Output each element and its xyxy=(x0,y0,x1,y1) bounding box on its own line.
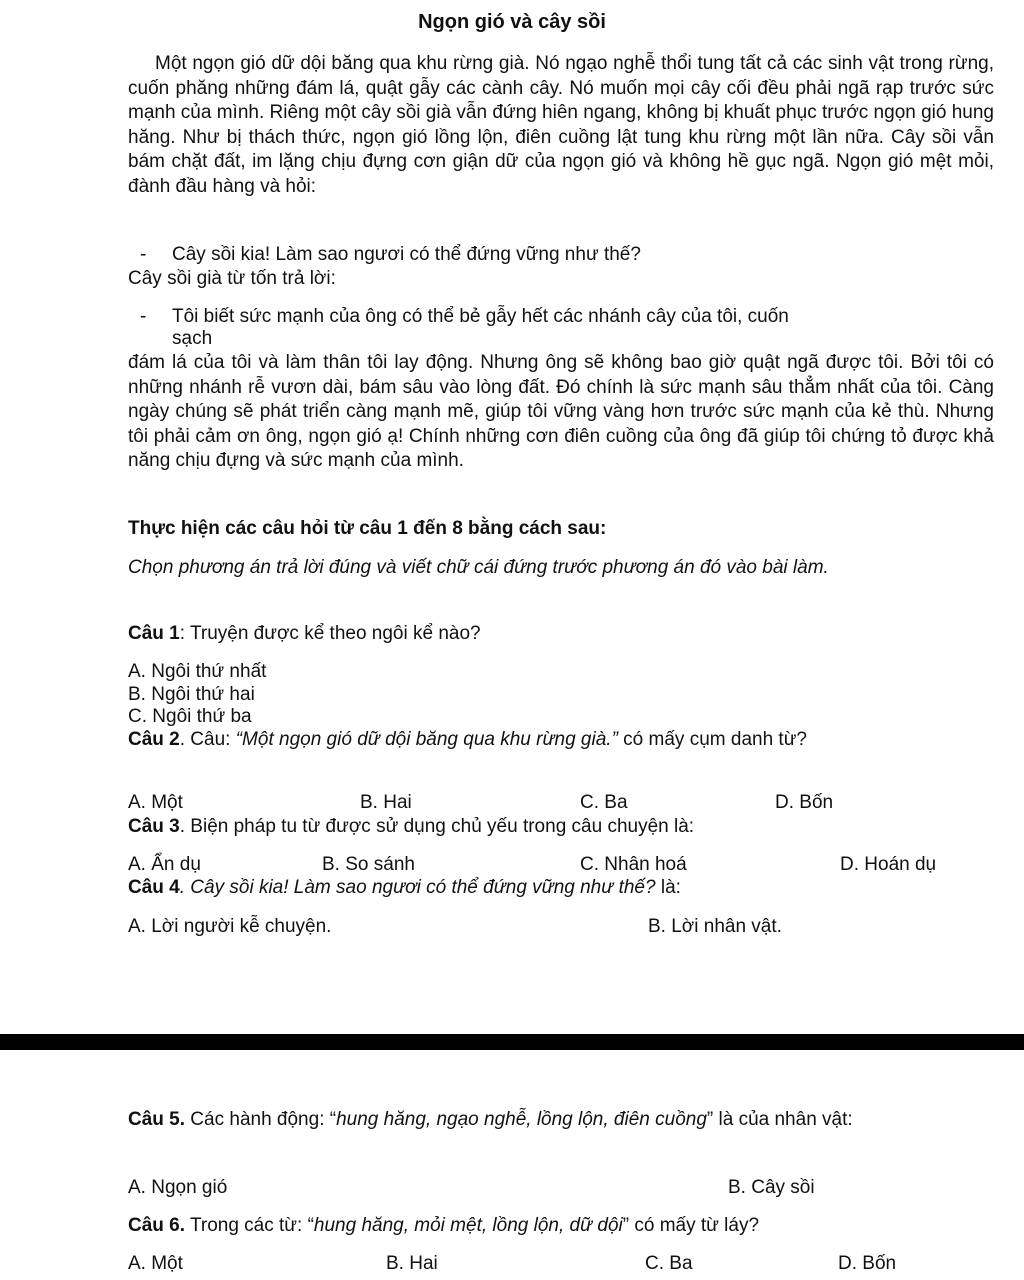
question-quote: . Cây sồi kia! Làm sao ngươi có thể đứng vững như thế? xyxy=(179,877,656,898)
q1-option-c: C. Ngôi thứ ba xyxy=(128,706,252,727)
q6-option-a: A. Một xyxy=(128,1253,183,1274)
question-text: : Truyện được kể theo ngôi kể nào? xyxy=(179,623,481,644)
question-2 xyxy=(128,728,994,753)
oak-reply-line-2: sạch xyxy=(172,328,213,349)
question-text-post: ” là của nhân vật: xyxy=(706,1109,853,1130)
reply-intro: Cây sồi già từ tốn trả lời: xyxy=(128,268,336,289)
q1-option-b: B. Ngôi thứ hai xyxy=(128,684,255,705)
question-label: Câu 4 xyxy=(128,877,180,898)
q2-option-d: D. Bốn xyxy=(775,792,834,813)
q4-option-b: B. Lời nhân vật. xyxy=(648,916,782,937)
story-title: Ngọn gió và cây sồi xyxy=(418,11,606,33)
question-text-post: ” có mấy từ láy? xyxy=(622,1215,760,1236)
q3-option-a: A. Ẩn dụ xyxy=(128,854,201,875)
q2-option-b: B. Hai xyxy=(360,792,412,813)
question-label: Câu 3 xyxy=(128,816,180,837)
question-quote: hung hăng, mỏi mệt, lồng lộn, dữ dội xyxy=(313,1215,623,1236)
q2-option-c: C. Ba xyxy=(580,792,628,813)
wind-question: Cây sồi kia! Làm sao ngươi có thể đứng vững như thế? xyxy=(172,244,641,265)
question-quote: “Một ngọn gió dữ dội băng qua khu rừng già.” xyxy=(235,729,618,750)
q6-option-c: C. Ba xyxy=(645,1253,693,1274)
page-divider xyxy=(0,1034,1024,1050)
question-5 xyxy=(128,1108,994,1133)
story-paragraph-1: Một ngọn gió dữ dội băng qua khu rừng già. Nó ngạo nghễ thổi tung tất cả các sinh vật trong rừng, cuốn phăng những đám lá, quật gẫy các cành cây. Nó muốn mọi cây cối đều phải ngã rạp trước sức mạnh của mình. Riêng một cây sồi già vẫn đứng hiên ngang, không bị khuất phục trước ngọn gió hung hăng. Như bị thách thức, ngọn gió lồng lộn, điên cuồng lật tung khu rừng một lần nữa. Cây sồi vẫn bám chặt đất, im lặng chịu đựng cơn giận dữ của ngọn gió và không hề gục ngã. Ngọn gió mệt mỏi, đành đầu hàng và hỏi: xyxy=(128,53,995,197)
q2-option-a: A. Một xyxy=(128,792,183,813)
question-label: Câu 6. xyxy=(128,1215,186,1236)
instructions-heading: Thực hiện các câu hỏi từ câu 1 đến 8 bằng cách sau: xyxy=(128,518,607,539)
q6-option-d: D. Bốn xyxy=(838,1253,897,1274)
oak-reply-rest: đám lá của tôi và làm thân tôi lay động. Nhưng ông sẽ không bao giờ quật ngã được tôi. Bởi tôi có những nhánh rễ vươn dài, bám sâu vào lòng đất. Đó chính là sức mạnh sâu thẳm nhất của tôi. Càng ngày chúng sẽ phát triển càng mạnh mẽ, giúp tôi vững vàng hơn trước sức mạnh của kẻ thù. Nhưng tôi phải cảm ơn ông, ngọn gió ạ! Chính những cơn điên cuồng của ông đã giúp tôi chứng tỏ được khả năng chịu đựng và sức mạnh của mình. xyxy=(128,352,994,471)
question-label: Câu 1 xyxy=(128,623,180,644)
q5-option-a: A. Ngọn gió xyxy=(128,1177,228,1198)
instructions-text: Chọn phương án trả lời đúng và viết chữ cái đứng trước phương án đó vào bài làm. xyxy=(128,557,829,578)
question-6 xyxy=(128,1214,759,1238)
question-text-pre: . Câu: xyxy=(179,729,236,750)
question-text-pre: Các hành động: “ xyxy=(185,1109,337,1130)
dash-marker: - xyxy=(140,244,147,265)
question-quote: hung hăng, ngạo nghễ, lồng lộn, điên cuồng xyxy=(336,1109,707,1130)
question-4 xyxy=(128,876,681,900)
question-3 xyxy=(128,815,694,839)
q5-option-b: B. Cây sồi xyxy=(728,1177,815,1198)
oak-reply-start: Tôi biết sức mạnh của ông có thể bẻ gẫy hết các nhánh cây của tôi, cuốn xyxy=(172,306,789,327)
question-text: . Biện pháp tu từ được sử dụng chủ yếu trong câu chuyện là: xyxy=(179,816,695,837)
wind-question-line xyxy=(128,243,994,267)
dash-marker: - xyxy=(140,306,147,327)
q3-option-b: B. So sánh xyxy=(322,854,415,875)
q1-option-a: A. Ngôi thứ nhất xyxy=(128,661,267,682)
question-text-post: có mấy cụm danh từ? xyxy=(617,729,807,750)
q3-option-c: C. Nhân hoá xyxy=(580,854,687,875)
question-label: Câu 2 xyxy=(128,729,180,750)
question-1 xyxy=(128,622,481,646)
q3-option-d: D. Hoán dụ xyxy=(840,854,937,875)
question-label: Câu 5. xyxy=(128,1109,186,1130)
q4-option-a: A. Lời người kễ chuyện. xyxy=(128,916,332,937)
q6-option-b: B. Hai xyxy=(386,1253,438,1274)
oak-reply-line-1 xyxy=(128,305,994,329)
question-text-post: là: xyxy=(655,877,681,898)
question-text-pre: Trong các từ: “ xyxy=(185,1215,314,1236)
